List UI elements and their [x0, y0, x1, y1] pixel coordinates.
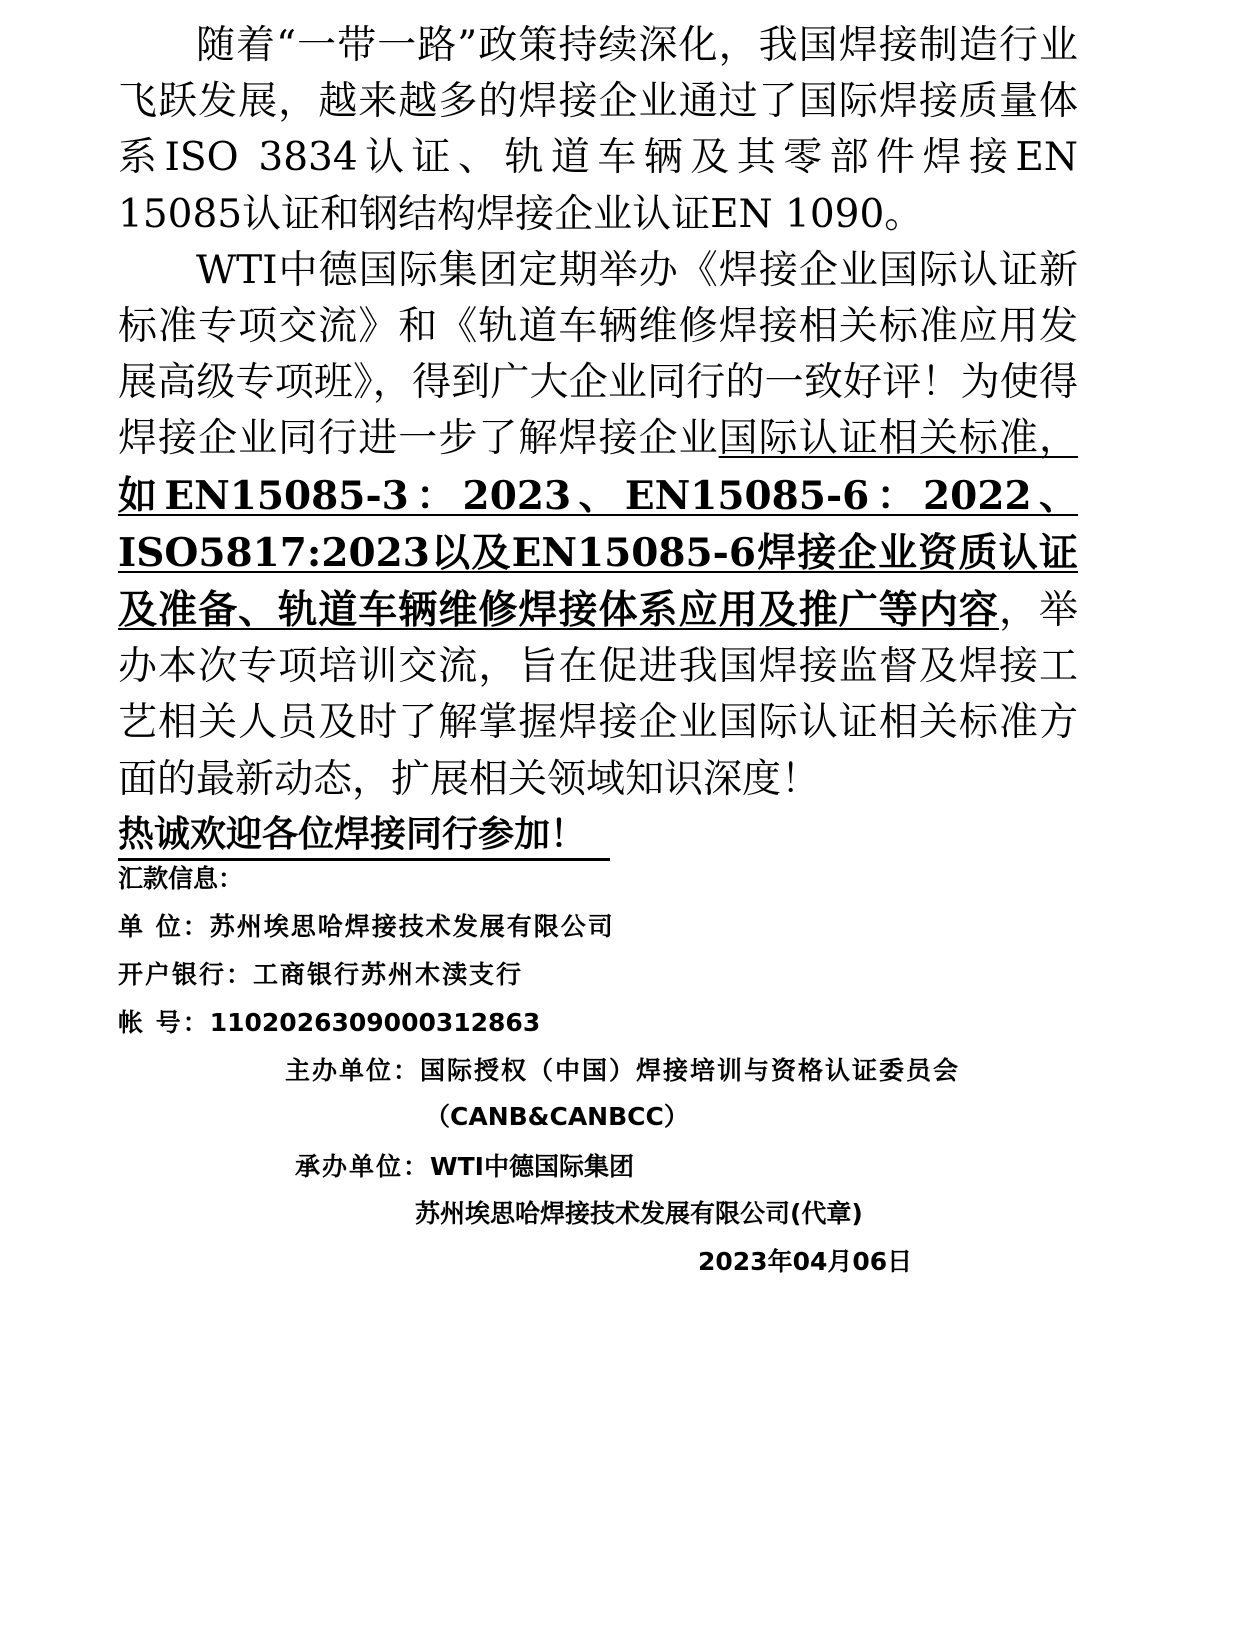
payment-account: 1102026309000312863 [209, 1008, 541, 1037]
payment-bank: 工商银行苏州木渎支行 [253, 960, 524, 989]
undertaker-name: WTI中德国际集团 [430, 1152, 634, 1181]
payment-account-label: 帐 号： [118, 1008, 210, 1037]
notice-body [118, 18, 1078, 808]
payment-bank-row [118, 958, 523, 992]
announcement-closing: ，举办本次专项培训交流，旨在促进我国焊接监督及焊接工艺相关人员及时了解掌握焊接企业国际认证相关标准方面的最新动态，扩展相关领域知识深度！ [118, 588, 1078, 802]
undertaker-label: 承办单位： [295, 1152, 431, 1181]
announcement-intro: WTI中德国际集团定期举办《焊接企业国际认证新标准专项交流》和《轨道车辆维修焊接相关标准应用发展高级专项班》，得到广大企业同行的一致好评！为使得焊接企业同行进一步了解焊接企业 [118, 247, 1078, 462]
undertaker-company: 苏州埃思哈焊接技术发展有限公司(代章) [415, 1199, 863, 1228]
paragraph-background: 随着“一带一路”政策持续深化，我国焊接制造行业飞跃发展，越来越多的焊接企业通过了国际焊接质量体系ISO 3834认证、轨道车辆及其零部件焊接EN 15085认证和钢结构焊接企业认证EN 1090。 [118, 23, 1078, 237]
undertaker-row [295, 1150, 634, 1184]
host-name: 国际授权（中国）焊接培训与资格认证委员会 [420, 1056, 961, 1085]
payment-account-row [118, 1006, 540, 1040]
host-abbreviation: （CANB&CANBCC） [425, 1102, 689, 1131]
payment-company-label: 单 位： [118, 912, 210, 941]
payment-heading: 汇款信息： [118, 864, 244, 893]
issue-date: 2023年04月06日 [698, 1247, 913, 1276]
payment-company: 苏州埃思哈焊接技术发展有限公司 [209, 912, 615, 941]
payment-bank-label: 开户银行： [118, 960, 254, 989]
paragraph-announcement [118, 243, 1078, 808]
host-label: 主办单位： [285, 1056, 421, 1085]
payment-company-row [118, 910, 615, 944]
welcome-line: 热诚欢迎各位焊接同行参加！ [118, 812, 610, 861]
host-row [285, 1054, 960, 1088]
announcement-standards: 如EN15085-3：2023、EN15085-6：2022、ISO5817:2023以及EN15085-6焊接企业资质认证及准备、轨道车辆维修焊接体系应用及推广等内容 [118, 472, 1078, 634]
announcement-underlined: 国际认证相关标准， [718, 416, 1078, 462]
